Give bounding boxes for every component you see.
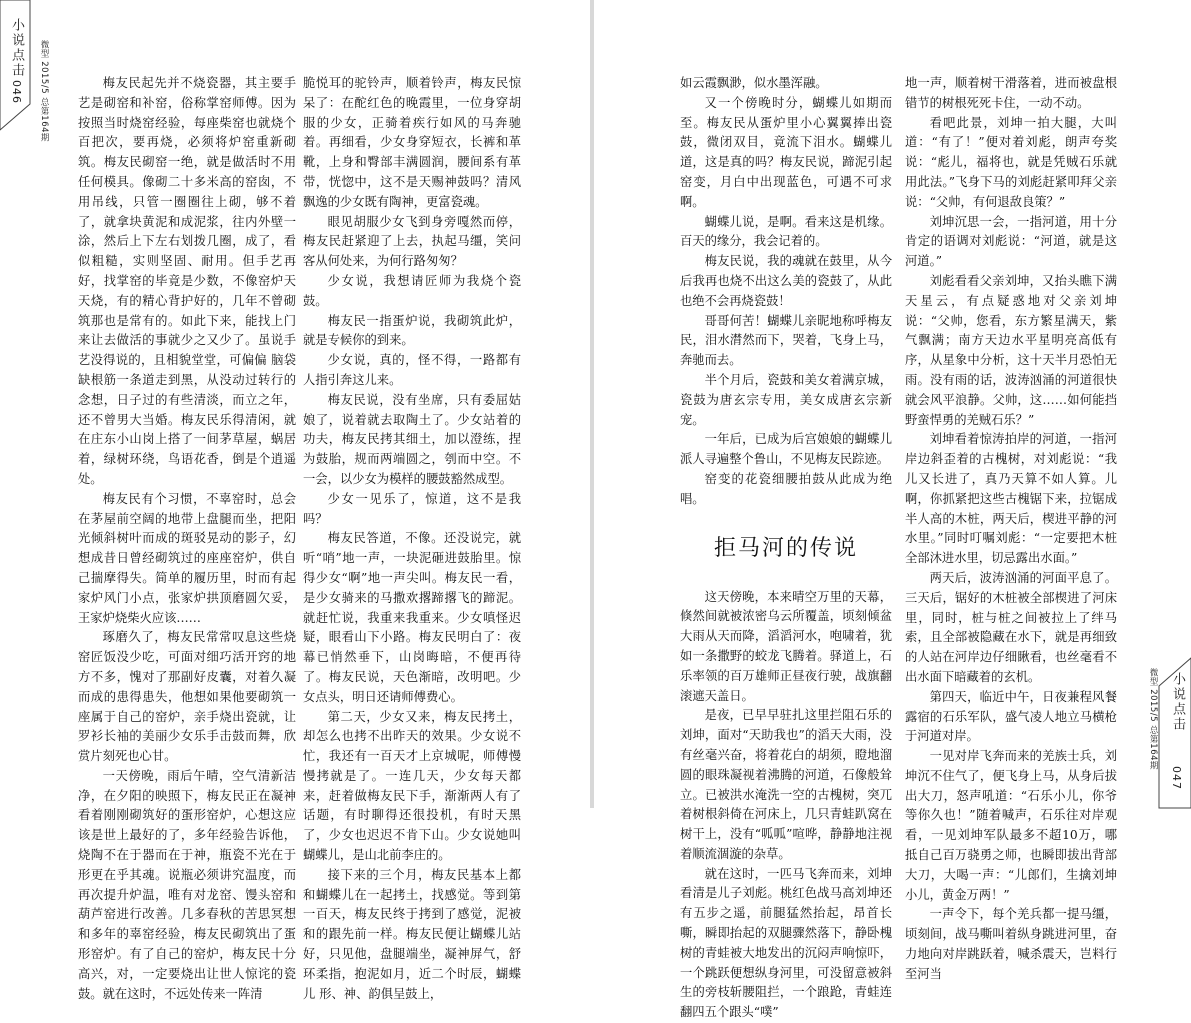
paragraph: 梅友民一指蛋炉说，我砌筑此炉，就是专候你的到来。 [303, 313, 521, 348]
right-column-1 [680, 74, 892, 1020]
issue-line-right: 微型 2015/5 总第164期 [1148, 668, 1158, 771]
paragraph: 琢磨久了，梅友民常常叹息这些烧窑匠饭没少吃，可面对细巧活开窍的地方不多，愧对了那副好皮囊，对着久凝而成的患得患失，他想如果他要砌筑一座属于自己的窑炉，亲手烧出瓷就，让罗衫长袖的美丽少女乐手击鼓而舞，欣赏片刻死也心甘。 [78, 630, 296, 764]
right-page [594, 0, 1191, 1020]
paragraph: 少女说，真的，怪不得，一路都有人指引奔这儿来。 [303, 353, 521, 387]
paragraph: 第四天，临近中午，日夜兼程风餐露宿的石乐军队，盛气凌人地立马横枪于河道对岸。 [905, 689, 1117, 744]
paragraph: 眼见胡服少女飞到身旁嘎然而停，梅友民赶紧迎了上去，执起马缰，笑问客从何处来，为何行路匆匆？ [303, 214, 521, 269]
paragraph: 如云霞飘渺，似水墨浑融。 [680, 76, 828, 90]
paragraph: 这天傍晚，本来晴空万里的天幕，倏然间就被浓密乌云所覆盖，顷刻倾盆大雨从天而降，滔滔河水，咆啸着，犹如一条撒野的蛟龙飞腾着。驿道上，石乐率领的百万雄师正昼夜行驶，战旗翻滚遮天盖日。 [680, 589, 892, 703]
paragraph: 蝴蝶儿说，是啊。看来这是机缘。百天的缘分，我会记着的。 [680, 214, 892, 249]
paragraph: 梅友民说，我的魂就在鼓里，从今后我再也烧不出这么美的瓷鼓了，从此也绝不会再烧瓷鼓！ [680, 254, 892, 308]
paragraph: 又一个傍晚时分，蝴蝶儿如期而至。梅友民从蛋炉里小心翼翼捧出瓷鼓，微闭双目，竟流下泪水。蝴蝶儿道，这是真的吗？梅友民说，蹄泥引起窑变，月白中出现蓝色，可遇不可求啊。 [680, 95, 892, 209]
section-tab-left [0, 0, 30, 130]
section-tab-right [1159, 658, 1191, 808]
story-title: 拒马河的传说 [713, 535, 858, 561]
paragraph: 窑变的花瓷细腰拍鼓从此成为绝唱。 [680, 471, 892, 506]
paragraph: 一见对岸飞奔而来的羌族士兵，刘坤沉不住气了，便飞身上马，从身后拔出大刀，怒声吼道：“石乐小儿，你爷等你久也！”随着喊声，石乐往对岸观看，一见刘坤军队最多不超10万，哪抵自己百万骁勇之师，也瞬即拔出背部大刀，大喝一声：“儿郎们，生擒刘坤小儿，黄金万两！” [905, 749, 1117, 902]
paragraph: 梅友民说，没有坐席，只有委屈姑娘了，说着就去取陶土了。少女站着的功夫，梅友民拷其细土，加以澄练，捏为鼓胎，规而两端圆之，刳而中空。不一会，以少女为模样的腰鼓豁然成型。 [303, 392, 521, 486]
paragraph: 看吧此景，刘坤一拍大腿，大叫道：“有了！”便对着刘彪，朗声夸奖说：“彪儿，福将也，就是凭贼石乐就用此法。”飞身下马的刘彪赶紧叩拜父亲说：“父帅，有何退敌良策？” [905, 115, 1117, 209]
paragraph: 脆悦耳的驼铃声，顺着铃声，梅友民惊呆了：在酡红色的晚霞里，一位身穿胡服的少女，正骑着疾行如风的马奔驰着。再细看，少女身穿短衣，长裤和革靴，上身和臀部丰满圆润，腰间系有革带，恍惚中，这不是天赐神鼓吗？清风飘逸的少女既有陶神，更富瓷魂。 [303, 76, 521, 209]
paragraph: 梅友民起先并不烧瓷器，其主要手艺是砌窑和补窑，俗称掌窑师傅。因为按照当时烧窑经验，每座柴窑也就烧个百把次，要再烧，必须将炉窑重新砌筑。梅友民砌窑一绝，就是做活时不用任何模具。像砌二十多米高的窑囱，不用吊线，只管一圈圈往上砌，够不着了，就拿块黄泥和成泥浆，往内外壁一涂，然后上下左右划拨几圈，成了，看似粗糙，实则坚固、耐用。但手艺再好，找掌窑的毕竟是少数，不像窑炉天天烧，有的精心背护好的，几年不曾砌筑那也是常有的。如此下来，能找上门来让去做活的事就少之又少了。虽说手艺没得说的，且相貌堂堂，可偏偏 脑袋缺根筋一条道走到黑，从没动过转行的念想，日子过的有些清淡，而立之年，还不曾男大当婚。梅友民乐得清闲，就在庄东小山岗上搭了一间茅草屋，蜗居着，绿树环绕，鸟语花香，倒是个逍遥处。 [78, 76, 296, 486]
paragraph: 半个月后，瓷鼓和美女着满京城，瓷鼓为唐玄宗专用，美女成唐玄宗新宠。 [680, 372, 892, 427]
paragraph: 哥哥何苦！蝴蝶儿亲昵地称呼梅友民，泪水潸然而下，哭着，飞身上马，奔驰而去。 [680, 313, 892, 368]
paragraph: 两天后，波涛汹涌的河面平息了。三天后，锯好的木桩被全部楔进了河床里，同时，桩与桩之间被拉上了绊马索，且全部被隐藏在水下，就是再细致的人站在河岸边仔细瞅看，也丝毫看不出水面下暗藏着的玄机。 [905, 570, 1117, 684]
paragraph: 少女一见乐了，惊道，这不是我吗？ [303, 491, 521, 526]
paragraph: 刘坤沉思一会，一指河道，用十分肯定的语调对刘彪说：“河道，就是这河道。” [905, 214, 1117, 269]
issue-line-left: 微型 2015/5 总第164期 [39, 40, 49, 143]
magazine-name-left: 小说点击 [9, 18, 24, 78]
paragraph: 地一声，顺着树干滑落着，进而被盘根错节的树根死死卡住，一动不动。 [905, 76, 1117, 110]
paragraph: 刘坤看着惊涛拍岸的河道，一指河岸边斜歪着的古槐树，对刘彪说：“我儿又长进了，真乃天算不如人算。儿啊，你抓紧把这些古槐锯下来，拉锯成半人高的木桩，两天后，楔进平静的河水里。”同时叮嘱刘彪：“一定要把木桩全部沐进水里，切忌露出水面。” [905, 432, 1117, 566]
paragraph: 少女说，我想请匠师为我烧个瓷鼓。 [303, 273, 521, 308]
magazine-name-right: 小说点击 [1170, 672, 1185, 732]
paragraph: 一年后，已成为后宫娘娘的蝴蝶儿派人寻遍整个鲁山，不见梅友民踪迹。 [680, 432, 892, 467]
right-column-2 [905, 74, 1117, 981]
paragraph: 梅友民答道，不像。还没说完，就听“哨”地一声，一块泥砸进鼓胎里。惊得少女“啊”地一声尖叫。梅友民一看，是少女骑来的马撒欢撂蹄撂飞的蹄泥。就赶忙说，我重来我重来。少女嗔怪迟疑，眼看山下小路。梅友民明白了：夜幕已悄然垂下，山岗晦暗，不便再待了。梅友民说，天色渐暗，改明吧。少女点头，明日还请师傅费心。 [303, 531, 521, 704]
page-number-left: 046 [10, 80, 23, 104]
paragraph: 刘彪看看父亲刘坤，又抬头瞧下满天星云，有点疑惑地对父亲刘坤说：“父帅，您看，东方繁星满天，紫气飘满；南方天边水平星明亮高低有序，从星象中分析，这十天半月恐怕无雨。没有雨的话，波涛汹涌的河道很快就会风平浪静。父帅，这……如何能挡野蛮悍勇的羌贼石乐？” [905, 273, 1117, 427]
paragraph: 是夜，已早早驻扎这里拦阻石乐的刘坤，面对“天助我也”的滔天大雨，没有丝毫兴奋，将着花白的胡须，瞪地溜圆的眼珠凝视着沸腾的河道，石像般耸立。已被洪水淹洗一空的古槐树，突兀着树根斜倚在河床上，几只青蛙趴窝在树干上，没有“呱呱”喧哗，静静地注视着顺流涸漩的杂草。 [680, 708, 892, 861]
paragraph: 梅友民有个习惯，不辜窑时，总会在茅屋前空阔的地带上盘腿而坐，把阳光倾斜树叶而成的斑驳晃动的影子，幻想成昔日曾经砌筑过的座座窑炉，供自己揣摩得失。简单的履历里，时而有起家炉风门小点，张家炉拱顶磨圆欠妥，王家炉烧柴火应该…… [78, 491, 296, 625]
page-number-right: 047 [1170, 766, 1183, 790]
left-column-2 [303, 74, 521, 1001]
paragraph: 一天傍晚，雨后午晴，空气清新洁净，在夕阳的映照下，梅友民正在凝神看着刚刚砌筑好的蛋形窑炉，心想这应该是世上最好的了，多年经验告诉他，烧陶不在于器而在于神，瓶瓷不光在于形更在乎其魂。说瓶必须讲究温度，而再次提升炉温，唯有对龙窑、馒头窑和葫芦窑进行改善。几多春秋的苦思冥想和多年的辜窑经验，梅友民砌筑出了蛋形窑炉。有了自己的窑炉，梅友民十分高兴，对，一定要烧出让世人惊诧的瓷鼓。就在这时，不远处传来一阵清 [78, 768, 296, 1001]
paragraph: 一声令下，每个羌兵都一提马缰，顷刻间，战马嘶叫着纵身跳进河里，奋力地向对岸跳跃着，喊杀震天，岂料行至河当 [905, 907, 1117, 981]
left-page [0, 0, 590, 1001]
left-column-1 [78, 74, 296, 1001]
paragraph: 接下来的三个月，梅友民基本上都和蝴蝶儿在一起拷土，找感觉。等到第一百天，梅友民终于拷到了感觉，泥被和的跟先前一样。梅友民便让蝴蝶儿站好，只见他，盘腿端坐，凝神屏气，舒环柔指，抱泥如月，近二个时辰，蝴蝶儿 形、神、韵俱呈鼓上， [303, 867, 521, 1001]
paragraph: 就在这时，一匹马飞奔而来，刘坤看清是儿子刘彪。桃红色战马高刘坤还有五步之遥，前腿猛然抬起，昂首长嘶，瞬即抬起的双腿骤然落下，静卧槐树的青蛙被大地发出的沉闷声响惊吓，一个跳跃便想纵身河里，可没留意被斜生的旁枝斩腰阻拦，一个踉跄，青蛙连翻四五个跟头“噗” [680, 866, 892, 1020]
paragraph: 第二天，少女又来，梅友民拷土，却怎么也拷不出昨天的效果。少女说不忙，我还有一百天才上京城呢，师傅慢慢拷就是了。一连几天，少女每天都来，赶着做梅友民下手，渐渐两人有了话题，有时聊得还很投机，有时天黑了，少女也迟迟不肯下山。少女说她叫蝴蝶儿，是山北前李庄的。 [303, 709, 521, 863]
